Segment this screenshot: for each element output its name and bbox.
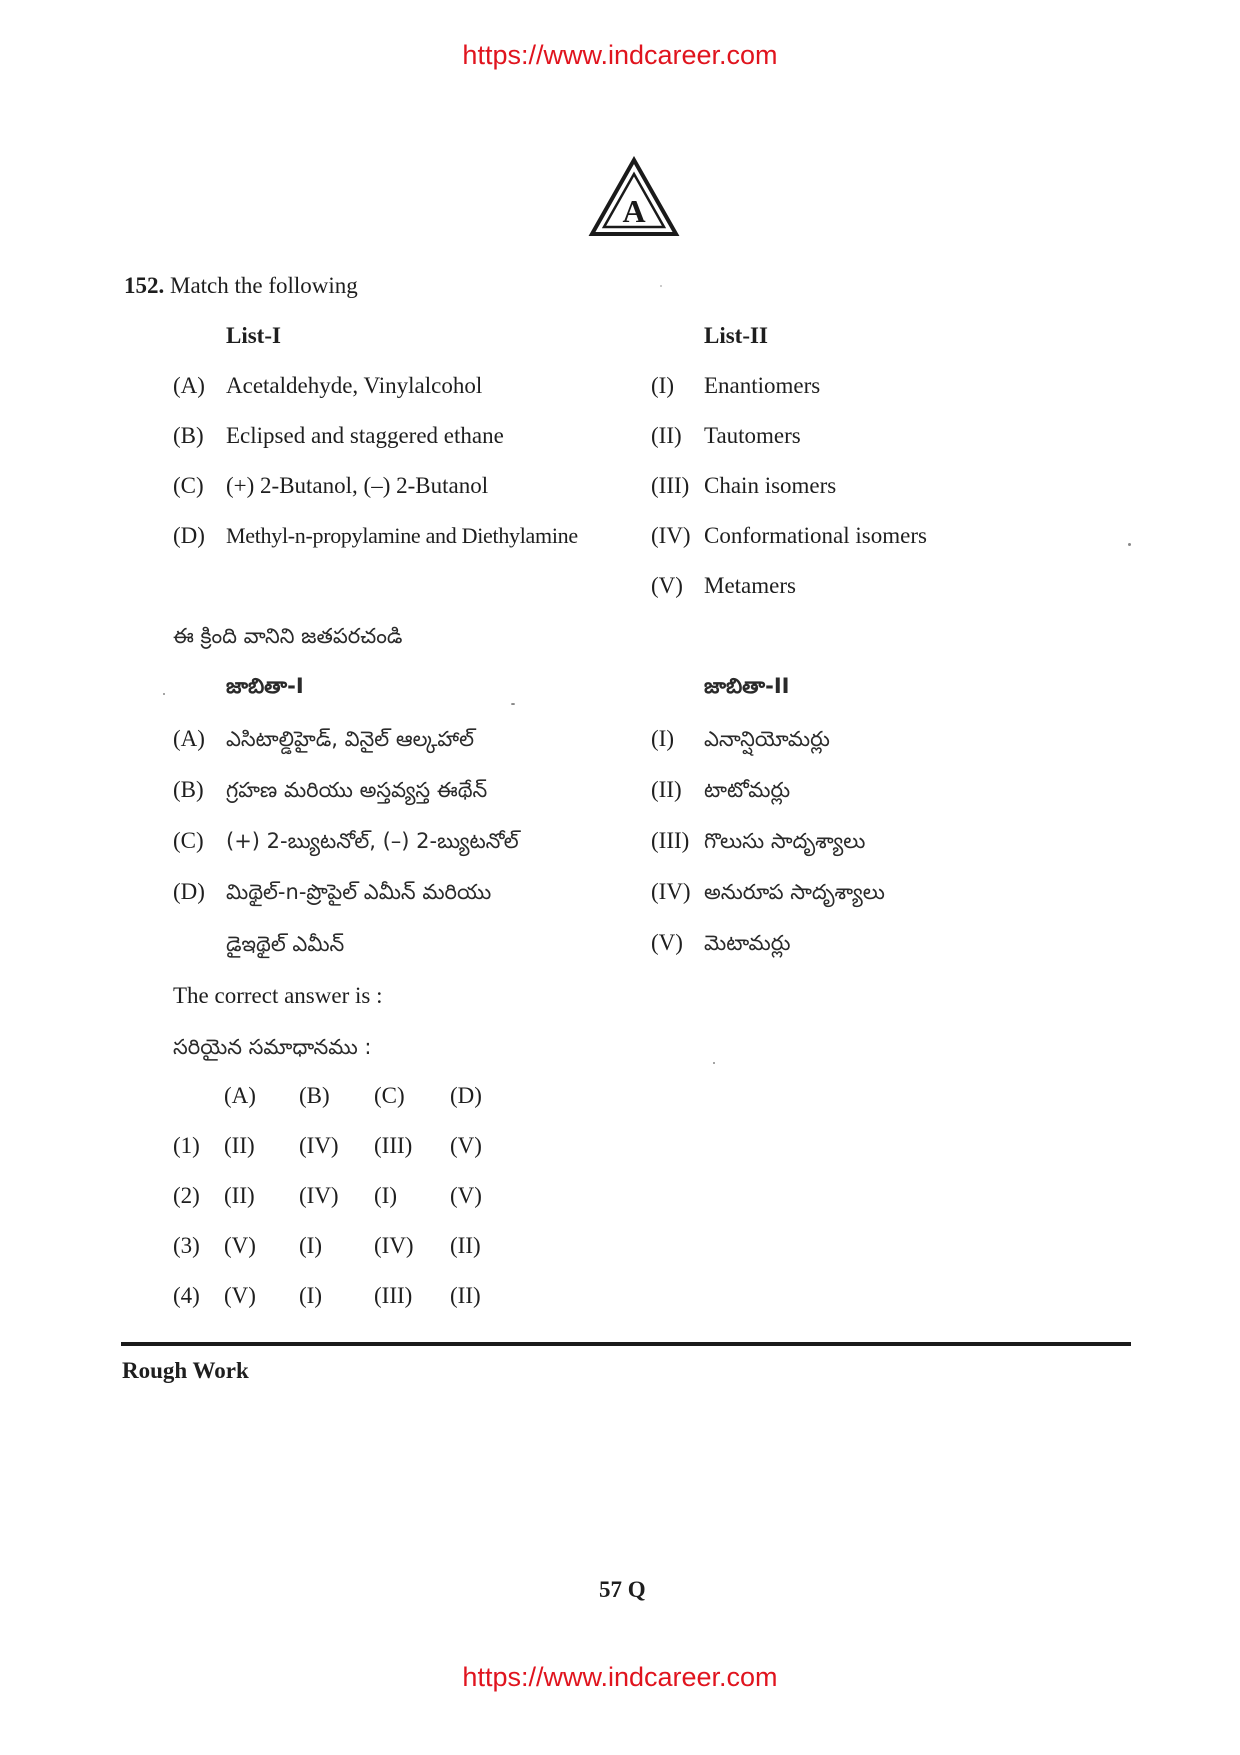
option-value: (V)	[450, 1133, 482, 1158]
option-value: (III)	[374, 1283, 413, 1308]
footer-url[interactable]: https://www.indcareer.com	[462, 1662, 778, 1692]
list1-text: Eclipsed and staggered ethane	[226, 423, 504, 448]
telugu-list2-key: (I)	[651, 726, 674, 751]
option-value: (V)	[224, 1283, 256, 1308]
list2-key: (V)	[651, 573, 683, 598]
telugu-list2-key: (II)	[651, 777, 682, 802]
telugu-list2-key: (IV)	[651, 879, 691, 904]
option-number[interactable]: (2)	[173, 1183, 200, 1208]
telugu-list1-text: (+) 2-బ్యుటనోల్, (–) 2-బ్యుటనోల్	[226, 829, 519, 853]
option-value: (V)	[450, 1183, 482, 1208]
list2-text: Chain isomers	[704, 473, 837, 498]
telugu-list2-key: (III)	[651, 828, 690, 853]
series-letter: A	[622, 193, 646, 229]
option-number[interactable]: (3)	[173, 1233, 200, 1258]
telugu-list1-text: గ్రహణ మరియు అస్తవ్యస్త ఈథేన్	[226, 778, 488, 802]
list2-text: Metamers	[704, 573, 796, 598]
list1-text: Methyl-n-propylamine and Diethylamine	[226, 523, 578, 548]
scan-speck	[511, 703, 515, 705]
option-value: (III)	[374, 1133, 413, 1158]
option-value: (I)	[374, 1183, 397, 1208]
telugu-list2-key: (V)	[651, 930, 683, 955]
option-number[interactable]: (4)	[173, 1283, 200, 1308]
telugu-list2-text: గొలుసు సాదృశ్యాలు	[704, 829, 866, 853]
telugu-list1-key: (A)	[173, 726, 205, 751]
telugu-list1-text-continued: డైఇథైల్ ఎమీన్	[226, 932, 345, 956]
option-value: (II)	[450, 1283, 481, 1308]
telugu-list2-text: ఎనాన్షియోమర్లు	[704, 727, 830, 751]
option-value: (I)	[299, 1233, 322, 1258]
list1-text: (+) 2-Butanol, (–) 2-Butanol	[226, 473, 489, 498]
telugu-list1-title: జాబితా-I	[226, 674, 304, 698]
telugu-list2-text: అనురూప సాదృశ్యాలు	[704, 880, 885, 904]
telugu-list2-text: మెటామర్లు	[704, 931, 791, 955]
list1-title: List-I	[226, 323, 281, 348]
telugu-list1-key: (C)	[173, 828, 204, 853]
option-value: (IV)	[299, 1183, 339, 1208]
scan-speck	[1128, 543, 1131, 546]
rough-work-divider	[121, 1342, 1131, 1346]
question-heading	[124, 273, 358, 299]
list1-item	[173, 373, 205, 399]
list2-title: List-II	[704, 323, 768, 348]
options-header-cell: (C)	[374, 1083, 405, 1108]
page-number: 57 Q	[599, 1577, 646, 1602]
option-value: (II)	[224, 1183, 255, 1208]
list1-key: (D)	[173, 523, 205, 548]
option-value: (IV)	[299, 1133, 339, 1158]
scan-speck	[163, 693, 165, 695]
rough-work-label: Rough Work	[122, 1358, 249, 1383]
series-badge	[588, 156, 680, 238]
option-value: (II)	[450, 1233, 481, 1258]
list2-key: (IV)	[651, 523, 691, 548]
options-header-cell: (D)	[450, 1083, 482, 1108]
list2-key: (III)	[651, 473, 690, 498]
header-url[interactable]: https://www.indcareer.com	[462, 40, 778, 70]
option-value: (V)	[224, 1233, 256, 1258]
telugu-list1-text: మిథైల్-n-ప్రొపైల్ ఎమీన్ మరియు	[226, 880, 492, 904]
telugu-prompt: ఈ క్రింది వానిని జతపరచండి	[173, 624, 403, 648]
answer-prompt: The correct answer is :	[173, 983, 383, 1008]
list1-key: (B)	[173, 423, 204, 448]
option-number[interactable]: (1)	[173, 1133, 200, 1158]
options-header-cell: (A)	[224, 1083, 256, 1108]
telugu-answer-prompt: సరియైన సమాధానము :	[173, 1035, 372, 1059]
list1-text: Acetaldehyde, Vinylalcohol	[226, 373, 483, 398]
list2-text: Enantiomers	[704, 373, 821, 398]
question-number: 152.	[124, 273, 165, 298]
telugu-list1-text: ఎసిటాల్డిహైడ్, వినైల్ ఆల్కహాల్	[226, 727, 474, 751]
telugu-list2-text: టాటోమర్లు	[704, 778, 791, 802]
list2-text: Tautomers	[704, 423, 801, 448]
telugu-list1-key: (D)	[173, 879, 205, 904]
list2-key: (II)	[651, 423, 682, 448]
scan-speck	[660, 285, 662, 287]
option-value: (I)	[299, 1283, 322, 1308]
list2-text: Conformational isomers	[704, 523, 927, 548]
list1-key: (C)	[173, 473, 204, 498]
telugu-list2-title: జాబితా-II	[704, 674, 790, 698]
options-header-cell: (B)	[299, 1083, 330, 1108]
telugu-list1-key: (B)	[173, 777, 204, 802]
scan-speck	[713, 1062, 715, 1064]
list2-key: (I)	[651, 373, 674, 398]
question-prompt: Match the following	[170, 273, 358, 298]
option-value: (II)	[224, 1133, 255, 1158]
list1-key: (A)	[173, 373, 205, 398]
option-value: (IV)	[374, 1233, 414, 1258]
